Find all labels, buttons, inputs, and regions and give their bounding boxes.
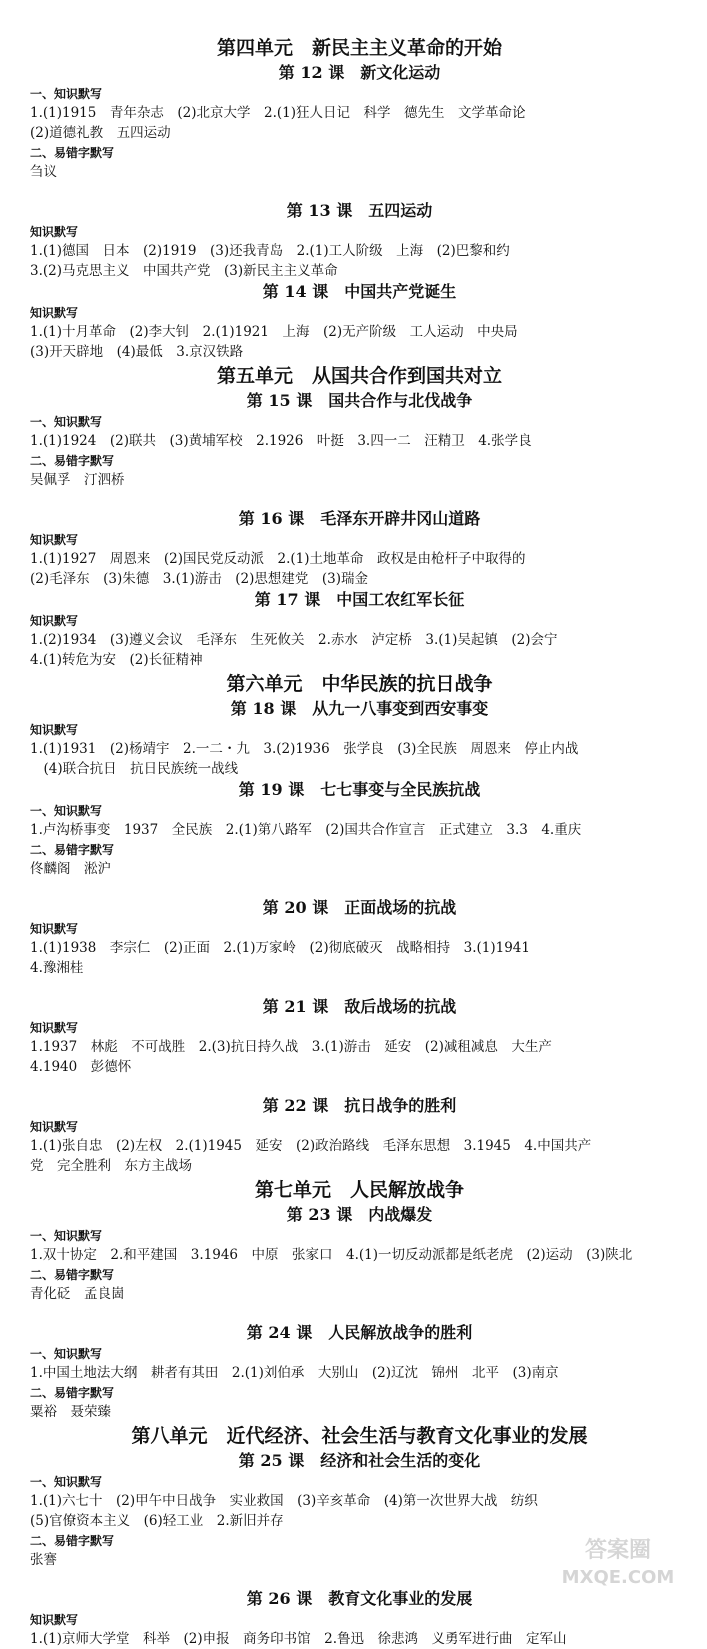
answer-line: 1.(2)1934 (3)遵义会议 毛泽东 生死攸关 2.赤水 泸定桥 3.(1)吴起镇 (2)会宁 bbox=[30, 632, 558, 648]
section-heading: 一、知识默写 bbox=[30, 1475, 103, 1489]
answer-line: 1.(1)1924 (2)联共 (3)黄埔军校 2.1926 叶挺 3.四一二 汪精卫 4.张学良 bbox=[30, 433, 532, 449]
site-watermark bbox=[543, 1531, 693, 1591]
answer-line: 4.1940 彭德怀 bbox=[30, 1059, 132, 1075]
section-heading: 一、知识默写 bbox=[30, 1347, 103, 1361]
section-heading: 一、知识默写 bbox=[30, 87, 103, 101]
section-heading: 二、易错字默写 bbox=[30, 843, 115, 857]
answer-line: (4)联合抗日 抗日民族统一战线 bbox=[30, 761, 239, 777]
lesson-title: 第 15 课 国共合作与北伐战争 bbox=[246, 391, 473, 410]
answer-line: 1.中国土地法大纲 耕者有其田 2.(1)刘伯承 大别山 (2)辽沈 锦州 北平 (3)南京 bbox=[30, 1365, 559, 1381]
lesson-title: 第 21 课 敌后战场的抗战 bbox=[262, 997, 457, 1016]
lesson-title: 第 26 课 教育文化事业的发展 bbox=[246, 1589, 473, 1608]
watermark-logo-text: 答案圈 bbox=[584, 1538, 652, 1563]
lesson-title: 第 23 课 内战爆发 bbox=[286, 1205, 433, 1224]
answer-line: (3)开天辟地 (4)最低 3.京汉铁路 bbox=[30, 344, 244, 360]
answer-line: 3.(2)马克思主义 中国共产党 (3)新民主主义革命 bbox=[30, 263, 338, 279]
answer-line: 1.(1)德国 日本 (2)1919 (3)还我青岛 2.(1)工人阶级 上海 (2)巴黎和约 bbox=[30, 243, 510, 259]
section-heading: 二、易错字默写 bbox=[30, 1534, 115, 1548]
answer-line: 粟裕 聂荣臻 bbox=[30, 1404, 111, 1420]
lesson-title: 第 22 课 抗日战争的胜利 bbox=[262, 1096, 457, 1115]
section-heading: 知识默写 bbox=[30, 1021, 79, 1035]
answer-line: 1.(1)1931 (2)杨靖宇 2.一二・九 3.(2)1936 张学良 (3)全民族 周恩来 停止内战 bbox=[30, 741, 579, 757]
answer-line: 1.(1)六七十 (2)甲午中日战争 实业救国 (3)辛亥革命 (4)第一次世界大战 纺织 bbox=[30, 1493, 538, 1509]
section-heading: 知识默写 bbox=[30, 723, 79, 737]
unit-title: 第七单元 人民解放战争 bbox=[254, 1179, 464, 1201]
answer-line: 1.(1)京师大学堂 科举 (2)申报 商务印书馆 2.鲁迅 徐悲鸿 义勇军进行曲 定军山 bbox=[30, 1631, 567, 1647]
section-heading: 一、知识默写 bbox=[30, 415, 103, 429]
lesson-title: 第 17 课 中国工农红军长征 bbox=[254, 590, 465, 609]
section-heading: 一、知识默写 bbox=[30, 804, 103, 818]
answer-line: 4.豫湘桂 bbox=[30, 960, 84, 976]
lesson-title: 第 19 课 七七事变与全民族抗战 bbox=[238, 780, 481, 799]
answer-line: 1.(1)张自忠 (2)左权 2.(1)1945 延安 (2)政治路线 毛泽东思想 3.1945 4.中国共产 bbox=[30, 1138, 592, 1154]
answer-line: 1.卢沟桥事变 1937 全民族 2.(1)第八路军 (2)国共合作宣言 正式建立 3.3 4.重庆 bbox=[30, 822, 582, 838]
answer-line: 1.(1)1938 李宗仁 (2)正面 2.(1)万家岭 (2)彻底破灭 战略相持 3.(1)1941 bbox=[30, 940, 530, 956]
lesson-title: 第 14 课 中国共产党诞生 bbox=[262, 282, 457, 301]
answer-line: 4.(1)转危为安 (2)长征精神 bbox=[30, 652, 203, 668]
section-heading: 二、易错字默写 bbox=[30, 146, 115, 160]
unit-title: 第四单元 新民主主义革命的开始 bbox=[216, 37, 502, 59]
section-heading: 知识默写 bbox=[30, 922, 79, 936]
section-heading: 二、易错字默写 bbox=[30, 454, 115, 468]
section-heading: 二、易错字默写 bbox=[30, 1268, 115, 1282]
unit-title: 第六单元 中华民族的抗日战争 bbox=[226, 673, 493, 695]
answer-line: 1.(1)十月革命 (2)李大钊 2.(1)1921 上海 (2)无产阶级 工人运动 中央局 bbox=[30, 324, 518, 340]
answer-line: 1.(1)1915 青年杂志 (2)北京大学 2.(1)狂人日记 科学 德先生 文学革命论 bbox=[30, 105, 526, 121]
watermark-url-text: MXQE.COM bbox=[561, 1567, 675, 1588]
answer-line: 吴佩孚 汀泗桥 bbox=[30, 472, 125, 488]
answer-line: (2)毛泽东 (3)朱德 3.(1)游击 (2)思想建党 (3)瑞金 bbox=[30, 571, 368, 587]
answer-line: 佟麟阁 淞沪 bbox=[30, 861, 111, 877]
unit-title: 第八单元 近代经济、社会生活与教育文化事业的发展 bbox=[131, 1425, 588, 1447]
lesson-title: 第 18 课 从九一八事变到西安事变 bbox=[230, 699, 489, 718]
answer-line: 青化砭 孟良崮 bbox=[30, 1286, 125, 1302]
answer-line: 1.1937 林彪 不可战胜 2.(3)抗日持久战 3.(1)游击 延安 (2)减租减息 大生产 bbox=[30, 1039, 552, 1055]
section-heading: 知识默写 bbox=[30, 1613, 79, 1627]
section-heading: 知识默写 bbox=[30, 533, 79, 547]
section-heading: 知识默写 bbox=[30, 225, 79, 239]
answer-line: 张謇 bbox=[30, 1552, 57, 1568]
section-heading: 二、易错字默写 bbox=[30, 1386, 115, 1400]
lesson-title: 第 16 课 毛泽东开辟井冈山道路 bbox=[238, 509, 481, 528]
answer-line: 1.(1)1927 周恩来 (2)国民党反动派 2.(1)土地革命 政权是由枪杆子中取得的 bbox=[30, 551, 526, 567]
lesson-title: 第 20 课 正面战场的抗战 bbox=[262, 898, 457, 917]
section-heading: 知识默写 bbox=[30, 614, 79, 628]
unit-title: 第五单元 从国共合作到国共对立 bbox=[216, 365, 502, 387]
answer-line: (2)道德礼教 五四运动 bbox=[30, 125, 171, 141]
answer-line: 党 完全胜利 东方主战场 bbox=[30, 1158, 192, 1174]
lesson-title: 第 13 课 五四运动 bbox=[286, 201, 433, 220]
answer-line: 1.双十协定 2.和平建国 3.1946 中原 张家口 4.(1)一切反动派都是纸老虎 (2)运动 (3)陕北 bbox=[30, 1247, 633, 1263]
section-heading: 一、知识默写 bbox=[30, 1229, 103, 1243]
section-heading: 知识默写 bbox=[30, 1120, 79, 1134]
answer-line: (5)官僚资本主义 (6)轻工业 2.新旧并存 bbox=[30, 1513, 284, 1529]
lesson-title: 第 25 课 经济和社会生活的变化 bbox=[238, 1451, 481, 1470]
lesson-title: 第 12 课 新文化运动 bbox=[278, 63, 441, 82]
answer-line: 刍议 bbox=[30, 164, 57, 180]
section-heading: 知识默写 bbox=[30, 306, 79, 320]
lesson-title: 第 24 课 人民解放战争的胜利 bbox=[246, 1323, 473, 1342]
